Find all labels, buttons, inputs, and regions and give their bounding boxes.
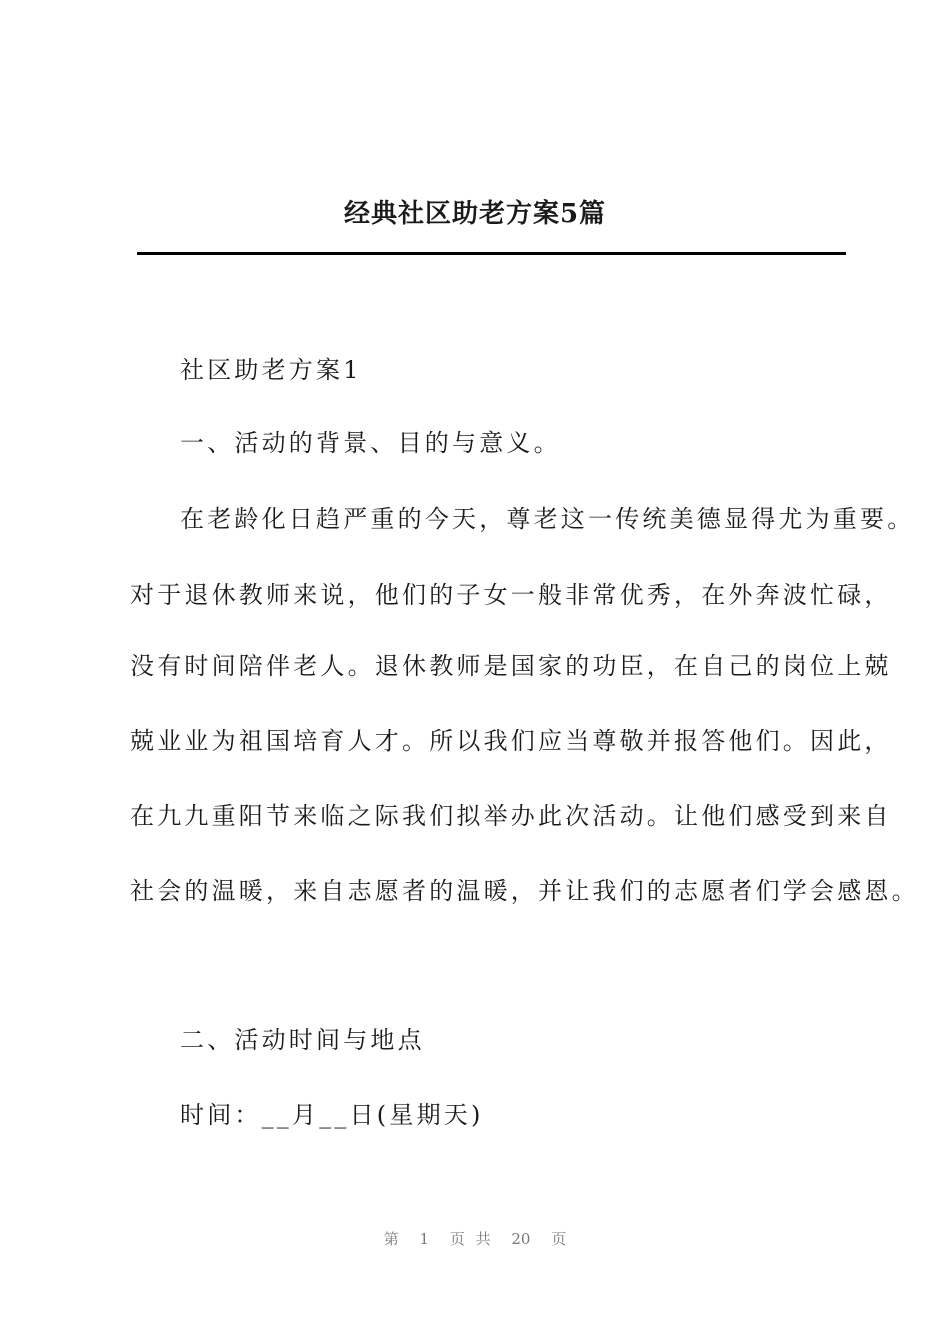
section-heading-time-place: 二、活动时间与地点 — [180, 1026, 425, 1054]
section-heading-background: 一、活动的背景、目的与意义。 — [180, 429, 561, 457]
page-footer — [0, 1228, 950, 1250]
paragraph-line-1: 在老龄化日趋严重的今天，尊老这一传统美德显得尤为重要。 — [180, 505, 915, 533]
time-line: 时间：__月__日(星期天) — [180, 1101, 484, 1129]
footer-page-number: 1 — [419, 1230, 430, 1248]
paragraph-line-4: 兢业业为祖国培育人才。所以我们应当尊敬并报答他们。因此， — [130, 727, 892, 755]
section-heading-plan-1: 社区助老方案1 — [180, 356, 362, 384]
paragraph-line-3: 没有时间陪伴老人。退休教师是国家的功臣，在自己的岗位上兢 — [130, 652, 892, 680]
paragraph-line-2: 对于退休教师来说，他们的子女一般非常优秀，在外奔波忙碌， — [130, 581, 892, 609]
paragraph-line-5: 在九九重阳节来临之际我们拟举办此次活动。让他们感受到来自 — [130, 802, 892, 830]
footer-total-pages: 20 — [511, 1230, 531, 1248]
footer-prefix: 第 — [383, 1230, 399, 1248]
paragraph-line-6: 社会的温暖，来自志愿者的温暖，并让我们的志愿者们学会感恩。 — [130, 877, 919, 905]
document-title: 经典社区助老方案5篇 — [343, 199, 607, 229]
title-underline — [137, 252, 846, 255]
footer-suffix: 页 — [551, 1230, 567, 1248]
footer-middle: 页 共 — [449, 1230, 491, 1248]
